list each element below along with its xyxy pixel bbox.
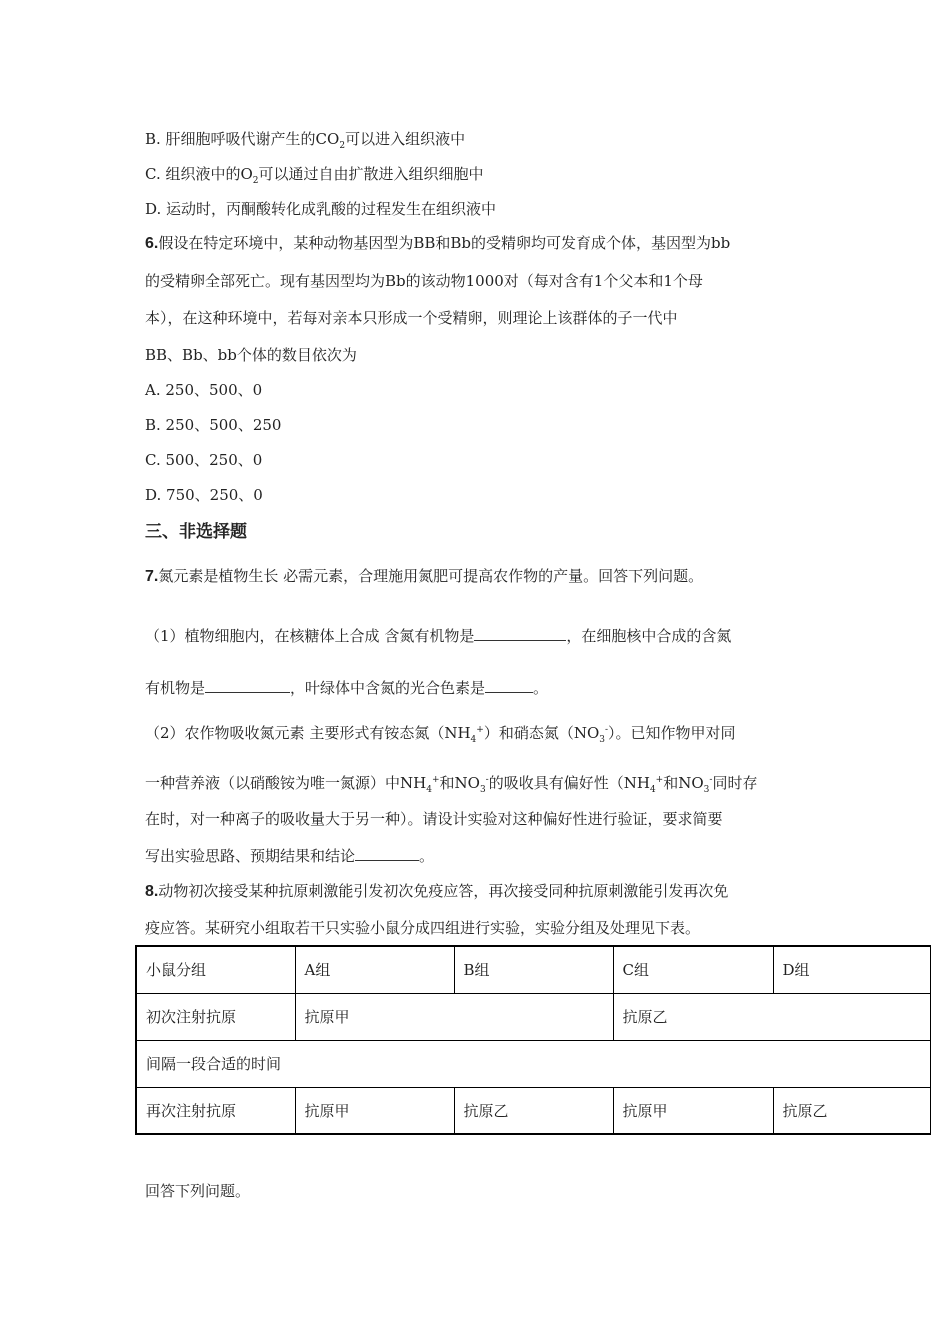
answer-blank[interactable] — [205, 678, 290, 693]
answer-blank[interactable] — [474, 626, 566, 641]
q7-part1-line1: （1）植物细胞内，在核糖体上合成 含氮有机物是 ，在细胞核中合成的含氮 — [145, 627, 732, 645]
experiment-table — [135, 945, 931, 1135]
q7-part2-line3: 在时，对一种离子的吸收量大于另一种）。请设计实验对这种偏好性进行验证，要求简要 — [145, 810, 723, 828]
table-cell: 小鼠分组 — [136, 946, 295, 993]
table-cell: 初次注射抗原 — [136, 993, 295, 1040]
q7-part2-line1: （2）农作物吸收氮元素 主要形式有铵态氮$(NH_4^+)$和硝态氮$(NO_3^-)$。已知作物甲对同 — [145, 724, 736, 745]
table-cell: 抗原乙 — [773, 1087, 931, 1134]
table-row — [136, 993, 931, 1040]
q7-part2-line2: 一种营养液（以硝酸铵为唯一氮源）中$NH_4^+$和$NO_3^-$的吸收具有偏好性（$NH_4^+$和$NO_3^-$同时存 — [145, 774, 758, 795]
q5-option-c: C. 组织液中的$O_2$可以通过自由扩散进入组织细胞中 — [145, 165, 484, 186]
q7-part2-line4: 写出实验思路、预期结果和结论 。 — [145, 847, 435, 865]
q7-part1-line2: 有机物是 ，叶绿体中含氮的光合色素是 。 — [145, 679, 549, 697]
table-cell: C组 — [613, 946, 773, 993]
q5-option-d: D. 运动时，丙酮酸转化成乳酸的过程发生在组织液中 — [145, 200, 497, 218]
table-row — [136, 946, 931, 993]
table-row — [136, 1087, 931, 1134]
q8-number: 8. — [145, 883, 159, 900]
q6-option-d: D. 750、250、0 — [145, 486, 263, 504]
q8-follow-up: 回答下列问题。 — [145, 1182, 251, 1200]
table-row — [136, 1040, 931, 1087]
table-cell: 抗原甲 — [295, 1087, 454, 1134]
q6-stem-line-4: BB、Bb、bb个体的数目依次为 — [145, 346, 357, 364]
table-cell: 抗原乙 — [454, 1087, 613, 1134]
q6-number: 6. — [145, 235, 159, 252]
answer-blank[interactable] — [485, 678, 533, 693]
q6-option-c: C. 500、250、0 — [145, 451, 263, 469]
q8-stem-line-1: 8.动物初次接受某种抗原刺激能引发初次免疫应答，再次接受同种抗原刺激能引发再次免 — [145, 882, 729, 900]
section-heading: 三、非选择题 — [145, 522, 247, 541]
q6-option-b: B. 250、500、250 — [145, 416, 282, 434]
q7-stem: 7.氮元素是植物生长 必需元素，合理施用氮肥可提高农作物的产量。回答下列问题。 — [145, 567, 704, 585]
q6-stem-line-3: 本），在这种环境中，若每对亲本只形成一个受精卵，则理论上该群体的子一代中 — [145, 309, 678, 327]
table-cell: 再次注射抗原 — [136, 1087, 295, 1134]
q7-number: 7. — [145, 568, 159, 585]
q5-option-b: B. 肝细胞呼吸代谢产生的$CO_2$可以进入组织液中 — [145, 130, 466, 151]
table-cell: 间隔一段合适的时间 — [136, 1040, 931, 1087]
q6-stem-line-1: 6.假设在特定环境中，某种动物基因型为BB和Bb的受精卵均可发育成个体，基因型为bb — [145, 234, 731, 252]
table-cell: D组 — [773, 946, 931, 993]
table-cell: A组 — [295, 946, 454, 993]
table-cell: 抗原乙 — [613, 993, 931, 1040]
q8-stem-line-2: 疫应答。某研究小组取若干只实验小鼠分成四组进行实验，实验分组及处理见下表。 — [145, 919, 701, 937]
table-cell: 抗原甲 — [613, 1087, 773, 1134]
answer-blank[interactable] — [355, 846, 419, 861]
table-cell: B组 — [454, 946, 613, 993]
table-cell: 抗原甲 — [295, 993, 613, 1040]
q6-option-a: A. 250、500、0 — [145, 381, 263, 399]
q6-stem-line-2: 的受精卵全部死亡。现有基因型均为Bb的该动物1000对（每对含有1个父本和1个母 — [145, 272, 703, 290]
